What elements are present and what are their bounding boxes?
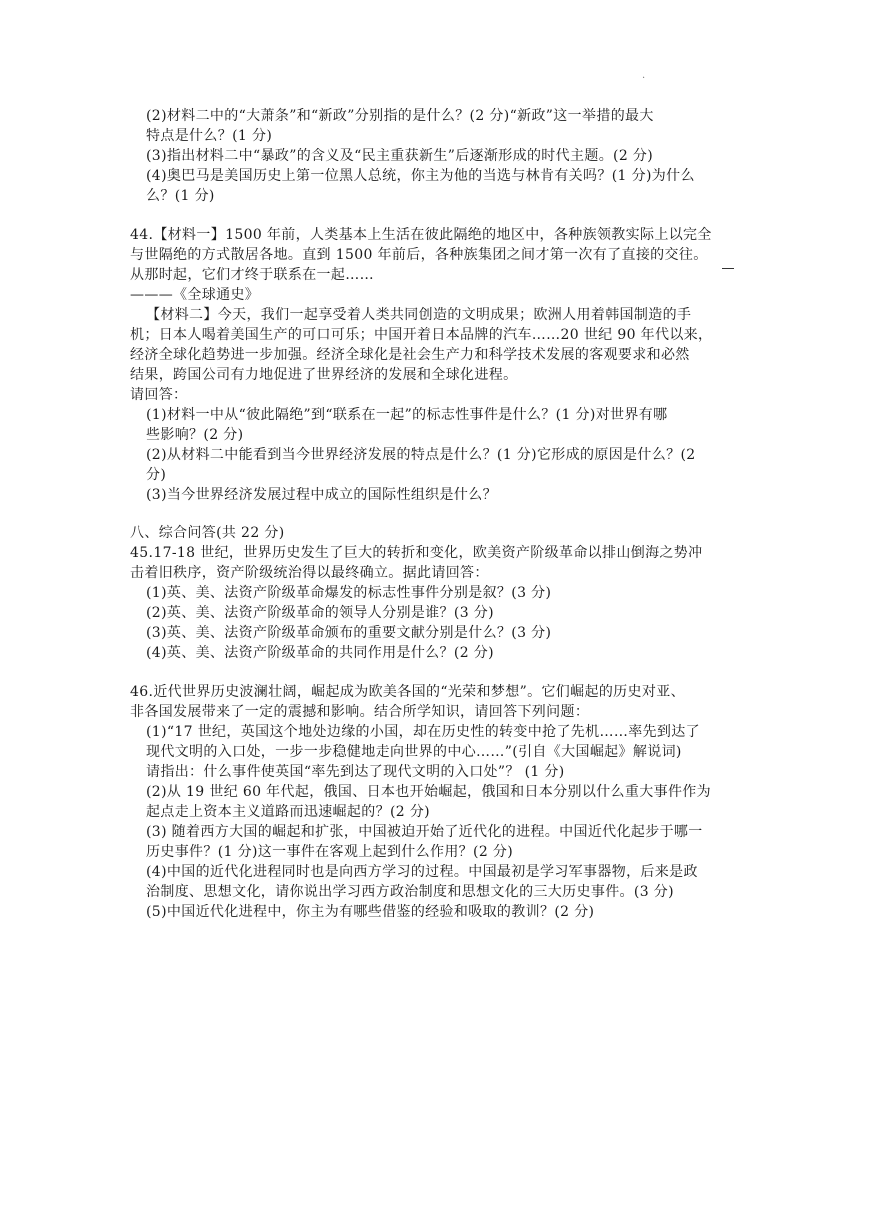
q46-1-line1: (1)“17 世纪，英国这个地处边缘的小国，却在历史性的转变中抢了先机……率先到达了 [146, 724, 700, 740]
q45-3: (3)英、美、法资产阶级革命颁布的重要文献分别是什么？(3 分) [146, 625, 552, 641]
q46-1-line2: 现代文明的入口处，一步一步稳健地走向世界的中心……”(引自《大国崛起》解说词) [146, 744, 682, 760]
section-heading: 八、综合问答(共 22 分) [130, 525, 285, 541]
q44-material1-line2: 与世隔绝的方式散居各地。直到 1500 年前后，各种族集团之间才第一次有了直接的交往。 [130, 247, 708, 263]
q45-stem-line1: 45.17-18 世纪，世界历史发生了巨大的转折和变化，欧美资产阶级革命以排山倒海之势冲 [130, 545, 703, 561]
q45-4: (4)英、美、法资产阶级革命的共同作用是什么？(2 分) [146, 645, 494, 661]
source-dash [722, 268, 734, 269]
q46-5: (5)中国近代化进程中，你主为有哪些借鉴的经验和吸取的教训？(2 分) [146, 904, 595, 920]
q45-2: (2)英、美、法资产阶级革命的领导人分别是谁？(3 分) [146, 605, 494, 621]
q46-stem-line2: 非各国发展带来了一定的震撼和影响。结合所学知识，请回答下列问题： [130, 704, 590, 720]
q44-source: ———《全球通史》 [130, 287, 260, 303]
q43-2-line2: 特点是什么？(1 分) [146, 128, 273, 144]
q43-2-line1: (2)材料二中的“大萧条”和“新政”分别指的是什么？(2 分)“新政”这一举措的最大 [146, 108, 654, 124]
q45-stem-line2: 击着旧秩序，资产阶级统治得以最终确立。据此请回答： [130, 565, 489, 581]
header-dot: . [642, 70, 646, 81]
q46-3-line1: (3) 随着西方大国的崛起和扩张，中国被迫开始了近代化的进程。中国近代化起步于哪一 [146, 824, 703, 840]
q46-3-line2: 历史事件？(1 分)这一事件在客观上起到什么作用？(2 分) [146, 844, 514, 860]
q44-material2-line3: 经济全球化趋势进一步加强。经济全球化是社会生产力和科学技术发展的客观要求和必然 [130, 347, 690, 363]
q44-2-line2: 分) [146, 467, 167, 483]
q44-material2-line1: 【材料二】今天，我们一起享受着人类共同创造的文明成果；欧洲人用着韩国制造的手 [146, 307, 692, 323]
q46-4-line2: 治制度、思想文化，请你说出学习西方政治制度和思想文化的三大历史事件。(3 分) [146, 884, 674, 900]
q46-stem-line1: 46.近代世界历史波澜壮阔，崛起成为欧美各国的“光荣和梦想”。它们崛起的历史对亚、 [130, 684, 685, 700]
q44-1-line1: (1)材料一中从“彼此隔绝”到“联系在一起”的标志性事件是什么？(1 分)对世界有哪 [146, 407, 668, 423]
q46-4-line1: (4)中国的近代化进程同时也是向西方学习的过程。中国最初是学习军事器物，后来是政 [146, 864, 698, 880]
q44-1-line2: 些影响？(2 分) [146, 427, 244, 443]
q44-material1-line1: 44.【材料一】1500 年前，人类基本上生活在彼此隔绝的地区中，各种族领教实际上以完全 [130, 227, 712, 243]
q44-material2-line2: 机；日本人喝着美国生产的可口可乐；中国开着日本品牌的汽车……20 世纪 90 年代以来， [130, 327, 713, 343]
q44-material1-line3: 从那时起，它们才终于联系在一起…… [130, 267, 374, 283]
q44-3: (3)当今世界经济发展过程中成立的国际性组织是什么？ [146, 487, 497, 503]
q44-material2-line4: 结果，跨国公司有力地促进了世界经济的发展和全球化进程。 [130, 367, 518, 383]
q45-1: (1)英、美、法资产阶级革命爆发的标志性事件分别是叙？(3 分) [146, 585, 552, 601]
q43-3: (3)指出材料二中“暴政”的含义及“民主重获新生”后逐渐形成的时代主题。(2 分) [146, 148, 654, 164]
q46-1-line3: 请指出：什么事件使英国“率先到达了现代文明的入口处”？ (1 分) [146, 764, 565, 780]
q44-2-line1: (2)从材料二中能看到当今世界经济发展的特点是什么？(1 分)它形成的原因是什么？(2 [146, 447, 696, 463]
q46-2-line1: (2)从 19 世纪 60 年代起，俄国、日本也开始崛起，俄国和日本分别以什么重大事件作为 [146, 784, 712, 800]
q43-4-line2: 么？(1 分) [146, 188, 215, 204]
q46-2-line2: 起点走上资本主义道路而迅速崛起的？(2 分) [146, 804, 430, 820]
q44-prompt: 请回答： [130, 387, 188, 403]
q43-4-line1: (4)奥巴马是美国历史上第一位黑人总统，你主为他的当选与林肯有关吗？(1 分)为什么 [146, 168, 695, 184]
